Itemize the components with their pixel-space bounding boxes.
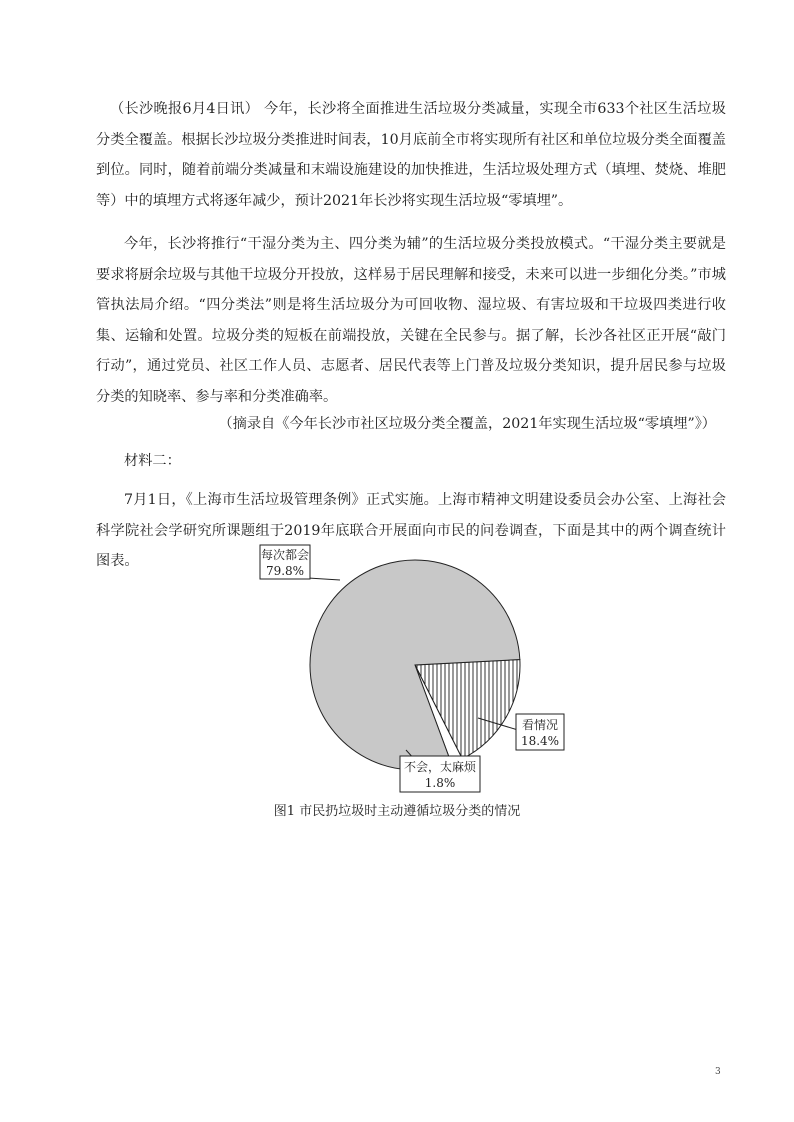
leader-line-always <box>308 578 340 580</box>
page-number: 3 <box>715 1067 721 1077</box>
pie-chart <box>240 540 580 800</box>
article-paragraph-3: 7月1日，《上海市生活垃圾管理条例》正式实施。上海市精神文明建设委员会办公室、上海社会科学院社会学研究所课题组于2019年底联合开展面向市民的问卷调查，下面是其中的两个调查统计图表。 <box>96 492 726 569</box>
article-paragraph-2: 今年，长沙将推行“干湿分类为主、四分类为辅”的生活垃圾分类投放模式。“干湿分类主要就是要求将厨余垃圾与其他干垃圾分开投放，这样易于居民理解和接受，未来可以进一步细化分类。”市城管执法局介绍。“四分类法”则是将生活垃圾分为可回收物、湿垃圾、有害垃圾和干垃圾四类进行收集、运输和处置。垃圾分类的短板在前端投放，关键在全民参与。据了解，长沙各社区正开展“敲门行动”，通过党员、社区工作人员、志愿者、居民代表等上门普及垃圾分类知识，提升居民参与垃圾分类的知晓率、参与率和分类准确率。 <box>96 236 726 405</box>
label-depends-value: 18.4% <box>520 734 560 748</box>
label-always-value: 79.8% <box>265 564 305 578</box>
chart-caption: 图1 市民扔垃圾时主动遵循垃圾分类的情况 <box>273 804 521 819</box>
label-never-name: 不会，太麻烦 <box>403 760 477 774</box>
label-depends-name: 看情况 <box>521 718 559 732</box>
article-paragraph-1: （长沙晚报6月4日讯） 今年，长沙将全面推进生活垃圾分类减量，实现全市633个社区生活垃圾分类全覆盖。根据长沙垃圾分类推进时间表，10月底前全市将实现所有社区和单位垃圾分类全面覆盖到位。同时，随着前端分类减量和末端设施建设的加快推进，生活垃圾处理方式（填埋、焚烧、堆肥等）中的填埋方式将逐年减少，预计2021年长沙将实现生活垃圾“零填埋”。 <box>96 101 726 209</box>
label-never-value: 1.8% <box>424 776 456 790</box>
label-always-name: 每次都会 <box>260 548 310 562</box>
article-source: （摘录自《今年长沙市社区垃圾分类全覆盖，2021年实现生活垃圾“零填埋”》） <box>218 416 716 432</box>
material-2-label: 材料二： <box>124 453 181 469</box>
